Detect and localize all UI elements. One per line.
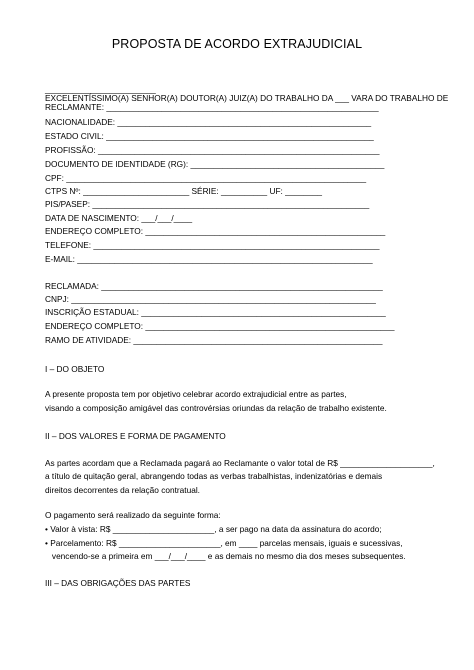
defendant-field: CNPJ: __________________________________________________________________: [45, 294, 376, 304]
section-2-text: a título de quitação geral, abrangendo todas as verbas trabalhistas, indenizatórias e demais: [45, 471, 383, 481]
claimant-field: NACIONALIDADE: _______________________________________________________: [45, 117, 372, 127]
claimant-field: DATA DE NASCIMENTO: ___/___/____: [45, 213, 193, 223]
section-2-text: As partes acordam que a Reclamada pagará ao Reclamante o valor total de R$ ____________________,: [45, 458, 435, 468]
defendant-field: INSCRIÇÃO ESTADUAL: _____________________________________________________: [45, 307, 386, 317]
claimant-field: E-MAIL: ________________________________________________________________: [45, 254, 373, 264]
claimant-field: PIS/PASEP: ____________________________________________________________: [45, 199, 370, 209]
defendant-field: RAMO DE ATIVIDADE: ______________________________________________________: [45, 335, 383, 345]
claimant-field: CTPS Nº: _______________________ SÉRIE: __________ UF: ________: [45, 186, 323, 196]
claimant-field: PROFISSÃO: _____________________________________________________________: [45, 145, 380, 155]
section-2-heading: II – DOS VALORES E FORMA DE PAGAMENTO: [45, 431, 226, 441]
section-3-heading: III – DAS OBRIGAÇÕES DAS PARTES: [45, 578, 191, 588]
address-line-1: EXCELENTÍSSIMO(A) SENHOR(A) DOUTOR(A) JUIZ(A) DO TRABALHO DA ___ VARA DO TRABALHO DE: [45, 93, 449, 103]
claimant-field: CPF: _________________________________________________________________: [45, 173, 367, 183]
address-line-2-text: ________________________: [45, 84, 156, 94]
defendant-field: RECLAMADA: _____________________________________________________________: [45, 281, 383, 291]
section-2-text: direitos decorrentes da relação contratual.: [45, 485, 200, 495]
payment-line: • Parcelamento: R$ ______________________, em ____ parcelas mensais, iguais e sucessivas,: [45, 538, 403, 548]
claimant-field: TELEFONE: ______________________________________________________________: [45, 240, 380, 250]
claimant-field: ENDEREÇO COMPLETO: ____________________________________________________: [45, 226, 386, 236]
payment-intro: O pagamento será realizado da seguinte forma:: [45, 510, 221, 520]
claimant-field: DOCUMENTO DE IDENTIDADE (RG): __________________________________________: [45, 159, 385, 169]
claimant-field: ESTADO CIVIL: __________________________________________________________: [45, 131, 374, 141]
section-1-heading: I – DO OBJETO: [45, 364, 105, 374]
defendant-field: ENDEREÇO COMPLETO: ______________________________________________________: [45, 321, 395, 331]
payment-line: • Valor à vista: R$ ______________________, a ser pago na data da assinatura do acordo;: [45, 524, 382, 534]
payment-line: vencendo-se a primeira em ___/___/____ e as demais no mesmo dia dos meses subsequentes.: [45, 551, 406, 561]
claimant-field: RECLAMANTE: ___________________________________________________________: [45, 102, 379, 112]
section-1-text: visando a composição amigável das controvérsias oriundas da relação de trabalho existente.: [45, 403, 387, 413]
section-1-text: A presente proposta tem por objetivo celebrar acordo extrajudicial entre as partes,: [45, 389, 347, 399]
page-title: PROPOSTA DE ACORDO EXTRAJUDICIAL: [111, 37, 363, 51]
